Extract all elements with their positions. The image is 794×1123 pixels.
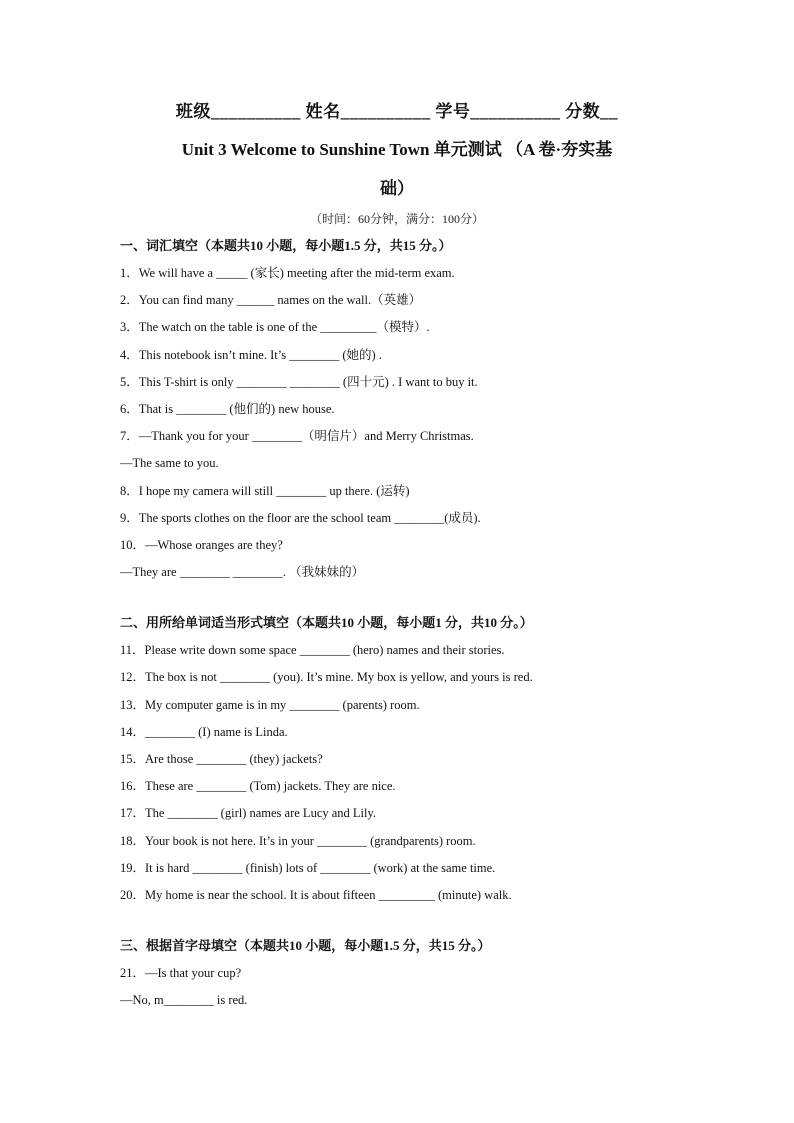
time-and-score: （时间：60分钟，满分：100分）: [309, 212, 484, 226]
question-line: 7．—Thank you for your ________（明信片）and Merry Christmas.: [120, 429, 474, 444]
question-line: 11．Please write down some space ________ (hero) names and their stories.: [120, 643, 505, 658]
page-title-continued: 础）: [380, 179, 414, 198]
section-heading-1: 一、词汇填空（本题共10 小题，每小题1.5 分，共15 分。）: [120, 238, 452, 253]
question-line: 15．Are those ________ (they) jackets?: [120, 752, 323, 766]
question-line: 1．We will have a _____ (家长) meeting after the mid-term exam.: [120, 266, 455, 280]
question-line: 16．These are ________ (Tom) jackets. They are nice.: [120, 779, 396, 794]
page-title: Unit 3 Welcome to Sunshine Town 单元测试 （A 卷·夯实基: [181, 140, 613, 159]
section-gap: [120, 589, 720, 613]
section-gap: [120, 912, 720, 936]
question-line: 3．The watch on the table is one of the _________（模特）.: [120, 320, 430, 335]
question-line: 14．________ (I) name is Linda.: [120, 724, 288, 739]
question-line: 6．That is ________ (他们的) new house.: [120, 401, 335, 416]
answer-line: —They are ________ ________. （我妹妹的）: [120, 565, 365, 580]
question-line: 2．You can find many ______ names on the wall.（英雄）: [120, 293, 422, 308]
section-heading-3: 三、根据首字母填空（本题共10 小题，每小题1.5 分，共15 分。）: [120, 938, 491, 954]
answer-line: —No, m________ is red.: [120, 993, 248, 1008]
student-info-line: 班级__________ 姓名__________ 学号__________ 分数__: [175, 102, 619, 121]
answer-line: —The same to you.: [120, 456, 219, 471]
question-line: 18．Your book is not here. It’s in your ________ (grandparents) room.: [120, 833, 476, 848]
question-line: 5．This T-shirt is only ________ ________ (四十元) . I want to buy it.: [120, 374, 478, 389]
question-line: 12．The box is not ________ (you). It’s mine. My box is yellow, and yours is red.: [120, 670, 533, 685]
question-line: 4．This notebook isn’t mine. It’s ________ (她的) .: [120, 347, 382, 362]
question-line: 21．—Is that your cup?: [120, 966, 242, 981]
question-content: [120, 236, 720, 1018]
question-line: 10．—Whose oranges are they?: [120, 537, 283, 552]
section-heading-2: 二、用所给单词适当形式填空（本题共10 小题，每小题1 分，共10 分。）: [120, 615, 533, 631]
question-line: 17．The ________ (girl) names are Lucy and Lily.: [120, 806, 377, 821]
question-line: 13．My computer game is in my ________ (parents) room.: [120, 697, 420, 712]
question-line: 19．It is hard ________ (finish) lots of ________ (work) at the same time.: [120, 860, 496, 875]
question-line: 9．The sports clothes on the floor are the school team ________(成员).: [120, 510, 481, 525]
question-line: 8．I hope my camera will still ________ up there. (运转): [120, 483, 410, 498]
question-line: 20．My home is near the school. It is about fifteen _________ (minute) walk.: [120, 887, 512, 902]
